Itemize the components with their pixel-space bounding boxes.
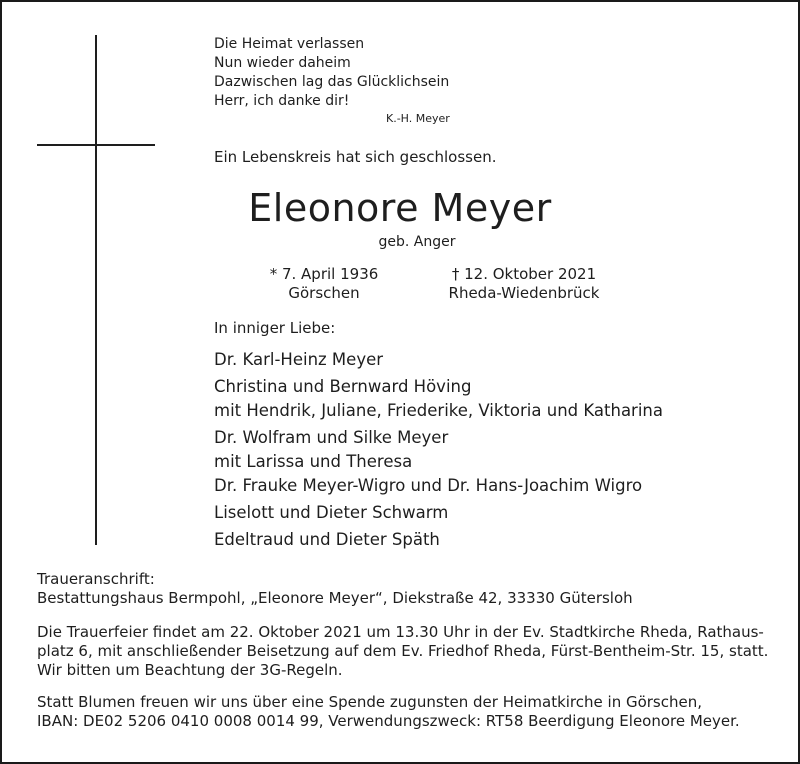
- birth-date: * 7. April 1936: [269, 265, 379, 283]
- poem-line: Herr, ich danke dir!: [214, 93, 350, 109]
- poem-line: Nun wieder daheim: [214, 55, 351, 71]
- donation-info: [37, 693, 740, 731]
- cross-icon-bar: [37, 144, 155, 146]
- mourner-group: [214, 501, 448, 525]
- mourner-group: [214, 348, 383, 372]
- birth-place: Görschen: [288, 284, 360, 302]
- mourner-line: Edeltraud und Dieter Späth: [214, 530, 440, 549]
- poem-author: K.-H. Meyer: [386, 112, 450, 125]
- ceremony-line: Wir bitten um Beachtung der 3G-Regeln.: [37, 661, 343, 679]
- mourners-heading: In inniger Liebe:: [214, 319, 336, 337]
- cross-icon: [95, 35, 97, 545]
- intro-line: Ein Lebenskreis hat sich geschlossen.: [214, 148, 497, 166]
- mourner-line: Dr. Karl-Heinz Meyer: [214, 350, 384, 369]
- mourner-line: Dr. Wolfram und Silke Meyer: [214, 428, 449, 447]
- birth-info: [254, 265, 394, 303]
- donation-line: Statt Blumen freuen wir uns über eine Spende zugunsten der Heimatkirche in Görschen,: [37, 693, 703, 711]
- birth-name: geb. Anger: [378, 234, 456, 250]
- mourner-group: [214, 375, 663, 423]
- address-text: Bestattungshaus Bermpohl, „Eleonore Meyer“, Diekstraße 42, 33330 Gütersloh: [37, 589, 633, 607]
- mourner-line: mit Larissa und Theresa: [214, 452, 413, 471]
- poem-line: Dazwischen lag das Glücklichsein: [214, 74, 450, 90]
- address-label: Traueranschrift:: [37, 570, 155, 588]
- ceremony-line: platz 6, mit anschließender Beisetzung auf dem Ev. Friedhof Rheda, Fürst-Bentheim-Str. 15, statt.: [37, 642, 769, 660]
- death-info: [434, 265, 614, 303]
- mourner-line: Dr. Frauke Meyer-Wigro und Dr. Hans-Joachim Wigro: [214, 476, 643, 495]
- poem-line: Die Heimat verlassen: [214, 36, 365, 52]
- mourner-group: [214, 474, 642, 498]
- mourner-group: [214, 426, 448, 474]
- poem: [214, 35, 449, 111]
- mourner-group: [214, 528, 440, 552]
- mourning-address: [37, 570, 633, 608]
- donation-line: IBAN: DE02 5206 0410 0008 0014 99, Verwendungszweck: RT58 Beerdigung Eleonore Meyer.: [37, 712, 740, 730]
- mourner-line: Liselott und Dieter Schwarm: [214, 503, 449, 522]
- ceremony-line: Die Trauerfeier findet am 22. Oktober 2021 um 13.30 Uhr in der Ev. Stadtkirche Rheda, Rathaus-: [37, 623, 764, 641]
- ceremony-info: [37, 623, 768, 680]
- mourner-line: mit Hendrik, Juliane, Friederike, Viktoria und Katharina: [214, 401, 663, 420]
- deceased-name: Eleonore Meyer: [248, 186, 552, 230]
- death-date: † 12. Oktober 2021: [451, 265, 597, 283]
- mourner-line: Christina und Bernward Höving: [214, 377, 472, 396]
- death-place: Rheda-Wiedenbrück: [448, 284, 600, 302]
